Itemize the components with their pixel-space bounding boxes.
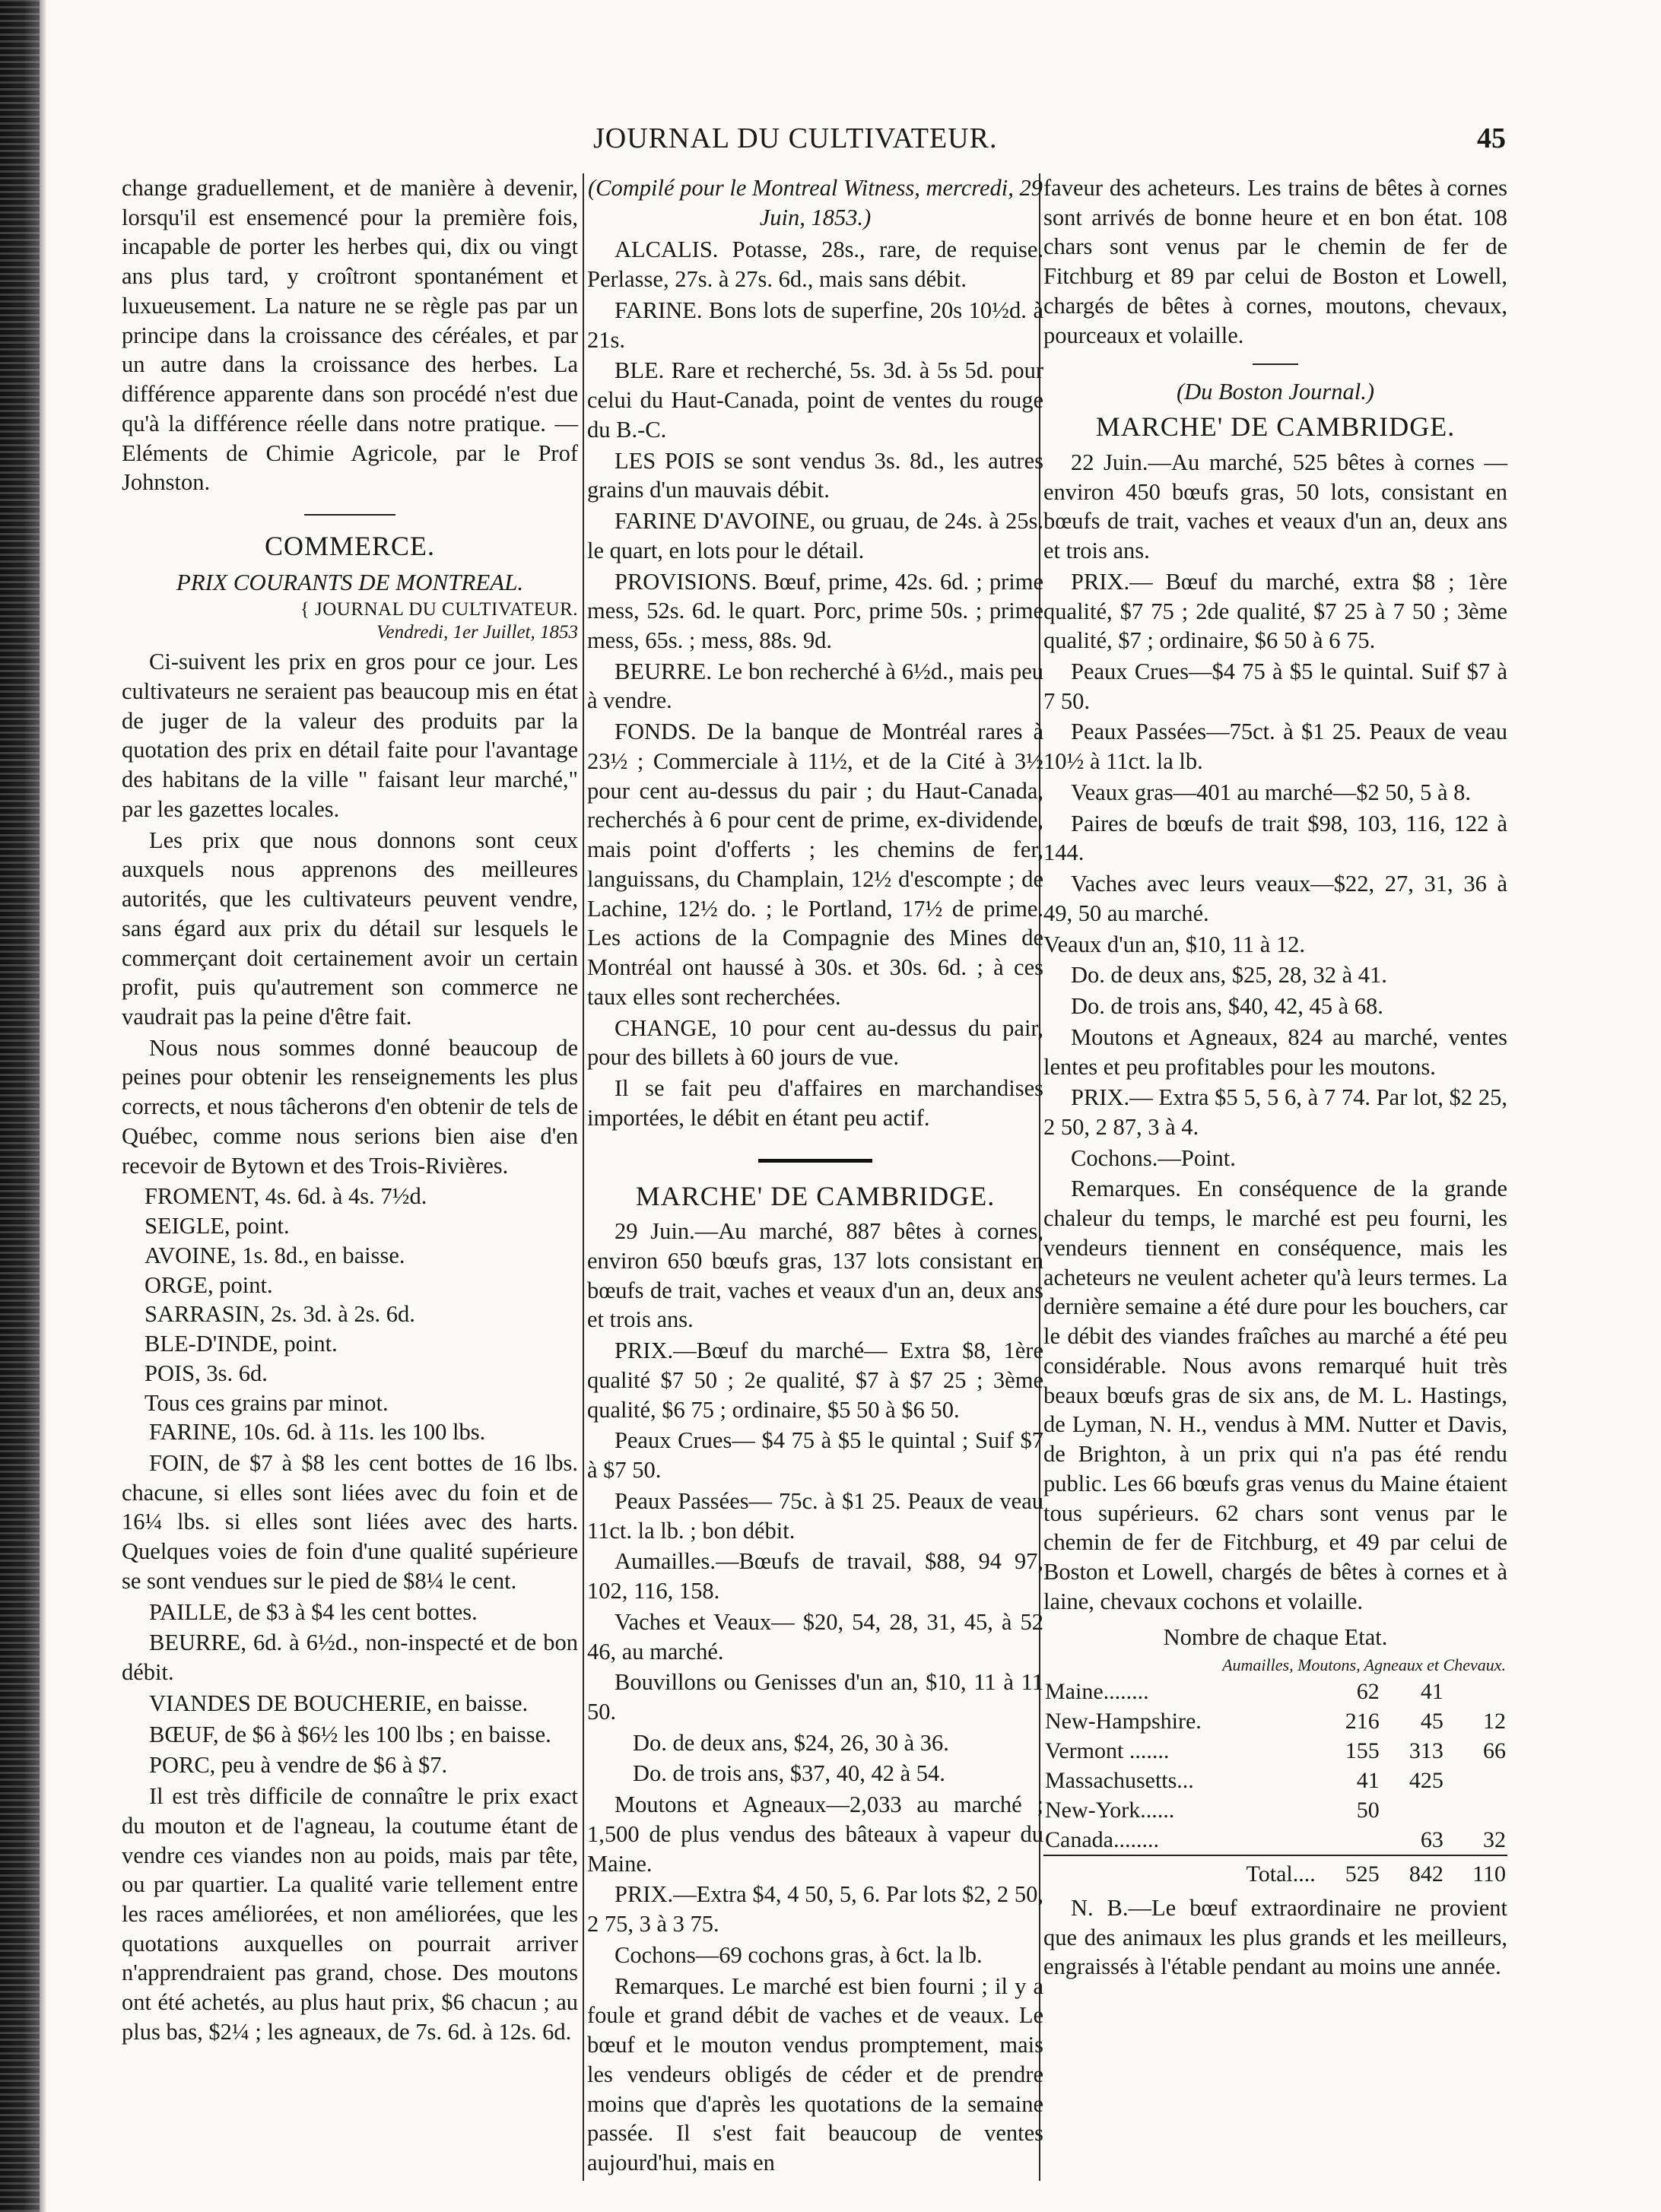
market-paragraph: Veaux d'un an, $10, 11 à 12. bbox=[1043, 931, 1306, 957]
running-title: JOURNAL DU CULTIVATEUR. bbox=[593, 122, 998, 154]
price-item: SARRASIN, 2s. 3d. à 2s. 6d. bbox=[145, 1301, 415, 1328]
states-table bbox=[1043, 1655, 1507, 1889]
section-divider bbox=[1253, 363, 1298, 365]
table-total-row: Total.... 525 842 110 bbox=[1043, 1855, 1507, 1889]
paragraph: Les prix que nous donnons sont ceux auxquels nous apprenons des meilleures autorités, que les cultivateurs peuvent vendre, sans égard aux prix du détail sur lesquels le commerçant doit certainement avoir un certain profit, puis qu'autrement son commerce ne vaudrait pas la peine d'être fait. bbox=[122, 827, 578, 1030]
price-paragraph: PORC, peu à vendre de $6 à $7. bbox=[149, 1752, 448, 1779]
source-credit: (Compilé pour le Montreal Witness, mercredi, 29 Juin, 1853.) bbox=[587, 175, 1043, 230]
table-title: Nombre de chaque Etat. bbox=[1163, 1623, 1388, 1650]
market-paragraph: Cochons.—Point. bbox=[1071, 1144, 1236, 1171]
intro-paragraph: change graduellement, et de manière à devenir, lorsqu'il est ensemencé pour la première fois, incapable de porter les herbes qui, dix ou vingt ans plus tard, y croîtront spontanément et luxueusement. La nature ne se règle pas par un principe dans la croissance des céréales, et par un autre dans la croissance des herbes. La différence apparente dans son procédé n'est due qu'à la différence réelle dans notre pratique. — Eléments de Chimie Agricole, par le Prof Johnston. bbox=[122, 175, 578, 496]
column-1 bbox=[122, 173, 578, 2049]
market-paragraph: Il se fait peu d'affaires en marchandises importées, le débit en étant peu actif. bbox=[587, 1075, 1043, 1131]
market-paragraph: Bouvillons ou Genisses d'un an, $10, 11 à 11 50. bbox=[587, 1669, 1043, 1725]
market-paragraph: BLE. Rare et recherché, 5s. 3d. à 5s 5d. pour celui du Haut-Canada, point de ventes du rouge du B.-C. bbox=[587, 357, 1043, 443]
market-paragraph: Vaches avec leurs veaux—$22, 27, 31, 36 à 49, 50 au marché. bbox=[1043, 871, 1507, 926]
price-item: FROMENT, 4s. 6d. à 4s. 7½d. bbox=[145, 1183, 427, 1210]
section-divider bbox=[304, 514, 395, 516]
table-row: New-Hampshire. 216 45 12 bbox=[1045, 1708, 1506, 1734]
table-header: Aumailles, Moutons, Agneaux et Chevaux. bbox=[1222, 1655, 1506, 1675]
market-paragraph: 29 Juin.—Au marché, 887 bêtes à cornes, environ 650 bœufs gras, 137 lots consistant en bœufs de trait, vaches et veaux d'un an, deux ans et trois ans. bbox=[587, 1218, 1043, 1333]
source-credit: (Du Boston Journal.) bbox=[1176, 379, 1375, 405]
market-paragraph: Aumailles.—Bœufs de travail, $88, 94 97, 102, 116, 158. bbox=[587, 1548, 1043, 1604]
continued-paragraph: faveur des acheteurs. Les trains de bêtes à cornes sont arrivés de bonne heure et en bon état. 108 chars sont venus par le chemin de fer de Fitchburg et 89 par celui de Boston et Lowell, chargés de bêtes à cornes, moutons, chevaux, pourceaux et volaille. bbox=[1043, 175, 1507, 348]
market-paragraph: LES POIS se sont vendus 3s. 8d., les autres grains d'un mauvais débit. bbox=[587, 447, 1043, 503]
price-item: AVOINE, 1s. 8d., en baisse. bbox=[145, 1242, 405, 1268]
cambridge-market-heading: MARCHE' DE CAMBRIDGE. bbox=[635, 1180, 996, 1211]
market-paragraph: BEURRE. Le bon recherché à 6½d., mais peu à vendre. bbox=[587, 658, 1043, 714]
market-paragraph: Do. de deux ans, $25, 28, 32 à 41. bbox=[1071, 962, 1387, 989]
price-paragraph: FOIN, de $7 à $8 les cent bottes de 16 lbs. chacune, si elles sont liées avec du foin et de 16¼ lbs. si elles sont liées avec des harts. Quelques voies de foin d'une qualité supérieure se sont vendues sur le pied de $8¼ le cent. bbox=[122, 1449, 578, 1594]
market-paragraph: Do. de trois ans, $40, 42, 45 à 68. bbox=[1071, 993, 1383, 1020]
price-item: POIS, 3s. 6d. bbox=[145, 1360, 268, 1386]
paragraph: Nous nous sommes donné beaucoup de peines pour obtenir les renseignements les plus corrects, et nous tâcherons d'en obtenir de tels de Québec, comme nous serions bien aise d'en recevoir de Bytown et des Trois-Rivières. bbox=[122, 1034, 578, 1179]
column-3 bbox=[1043, 173, 1507, 1983]
market-paragraph: PRIX.— Extra $5 5, 5 6, à 7 74. Par lot, $2 25, 2 50, 2 87, 3 à 4. bbox=[1043, 1084, 1507, 1141]
market-paragraph: PRIX.— Bœuf du marché, extra $8 ; 1ère qualité, $7 75 ; 2de qualité, $7 25 à 7 50 ; 3ème qualité, $7 ; ordinaire, $6 50 à 6 75. bbox=[1043, 568, 1507, 654]
market-paragraph: Moutons et Agneaux, 824 au marché, ventes lentes et peu profitables pour les moutons. bbox=[1043, 1023, 1507, 1080]
cambridge-market-heading: MARCHE' DE CAMBRIDGE. bbox=[1095, 411, 1456, 443]
table-row: Vermont ....... 155 313 66 bbox=[1045, 1738, 1506, 1763]
gutter-shadow bbox=[40, 0, 47, 2212]
price-item: ORGE, point. bbox=[145, 1271, 273, 1298]
byline-source: { JOURNAL DU CULTIVATEUR. Vendredi, 1er Juillet, 1853 bbox=[300, 599, 578, 643]
market-paragraph: Peaux Crues— $4 75 à $5 le quintal ; Suif $7 à $7 50. bbox=[587, 1427, 1043, 1484]
market-paragraph: FONDS. De la banque de Montréal rares à 23½ ; Commerciale à 11½, et de la Cité à 3½ pour cent au-dessus du pair ; du Haut-Canada, recherchés à 6 pour cent de prime, ex-dividende, mais point d'offerts ; les chemins de fer, languissans, du Champlain, 12½ d'escompte ; de Lachine, 12½ do. ; le Portland, 17½ de prime. Les actions de la Compagnie des Mines de Montréal ont haussé à 30s. et 30s. 6d. ; à ces taux elles sont recherchées. bbox=[587, 719, 1043, 1010]
market-paragraph: Peaux Crues—$4 75 à $5 le quintal. Suif $7 à 7 50. bbox=[1043, 659, 1507, 714]
market-paragraph: Veaux gras—401 au marché—$2 50, 5 à 8. bbox=[1071, 779, 1471, 805]
price-paragraph: BŒUF, de $6 à $6½ les 100 lbs ; en baisse. bbox=[149, 1721, 551, 1747]
market-paragraph: CHANGE, 10 pour cent au-dessus du pair, pour des billets à 60 jours de vue. bbox=[587, 1014, 1043, 1071]
market-paragraph: PROVISIONS. Bœuf, prime, 42s. 6d. ; prime mess, 52s. 6d. le quart. Porc, prime 50s. ; prime mess, 65s. ; mess, 88s. 9d. bbox=[587, 568, 1043, 654]
market-paragraph: Do. de deux ans, $24, 26, 30 à 36. bbox=[633, 1729, 949, 1756]
market-paragraph: PRIX.—Bœuf du marché— Extra $8, 1ère qualité $7 50 ; 2e qualité, $7 à $7 25 ; 3ème qualité, $6 75 ; ordinaire, $5 50 à $6 50. bbox=[587, 1338, 1043, 1423]
price-paragraph: BEURRE, 6d. à 6½d., non-inspecté et de bon débit. bbox=[122, 1630, 578, 1686]
price-item: Tous ces grains par minot. bbox=[145, 1389, 389, 1416]
price-item: BLE-D'INDE, point. bbox=[145, 1331, 338, 1357]
column-divider-1 bbox=[583, 173, 584, 2181]
market-paragraph: Cochons—69 cochons gras, à 6ct. la lb. bbox=[615, 1941, 983, 1968]
nota-bene-paragraph: N. B.—Le bœuf extraordinaire ne provient que des animaux les plus grands et les meilleurs, engraissés à l'étable pendant au moins une année. bbox=[1043, 1894, 1507, 1980]
page-header bbox=[122, 122, 1506, 167]
table-row: New-York...... 50 bbox=[1045, 1797, 1380, 1823]
market-paragraph: FARINE. Bons lots de superfine, 20s 10½d. à 21s. bbox=[587, 297, 1043, 353]
market-paragraph: PRIX.—Extra $4, 4 50, 5, 6. Par lots $2, 2 50, 2 75, 3 à 3 75. bbox=[587, 1881, 1043, 1937]
price-paragraph: PAILLE, de $3 à $4 les cent bottes. bbox=[149, 1598, 478, 1625]
market-paragraph: Paires de bœufs de trait $98, 103, 116, 122 à 144. bbox=[1043, 810, 1507, 866]
paragraph: Il est très difficile de connaître le prix exact du mouton et de l'agneau, la coutume étant de vendre ces viandes non au poids, mais par tête, ou par quartier. La qualité varie tellement entre les races améliorées, et non améliorées, que les quotations auxquelles on pourrait arriver n'apprendraient pas grand, chose. Des moutons ont été achetés, au plus haut prix, $6 chacun ; au plus bas, $2¼ ; les agneaux, de 7s. 6d. à 12s. 6d. bbox=[122, 1783, 578, 2045]
price-item: SEIGLE, point. bbox=[145, 1213, 290, 1239]
market-paragraph: Moutons et Agneaux—2,033 au marché ; 1,500 de plus vendus des bâteaux à vapeur du Maine. bbox=[587, 1791, 1043, 1877]
price-paragraph: VIANDES DE BOUCHERIE, en baisse. bbox=[149, 1690, 529, 1716]
price-paragraph: FARINE, 10s. 6d. à 11s. les 100 lbs. bbox=[149, 1419, 486, 1446]
market-paragraph: Vaches et Veaux— $20, 54, 28, 31, 45, à 52 46, au marché. bbox=[587, 1608, 1043, 1665]
market-paragraph: Peaux Passées— 75c. à $1 25. Peaux de veau 11ct. la lb. ; bon débit. bbox=[587, 1487, 1043, 1544]
book-spine-shadow bbox=[0, 0, 40, 2212]
market-paragraph: ALCALIS. Potasse, 28s., rare, de requise. Perlasse, 27s. à 27s. 6d., mais sans débit. bbox=[587, 236, 1043, 293]
market-paragraph: Remarques. En conséquence de la grande chaleur du temps, le marché est peu fourni, les vendeurs tiennent en conséquence, mais les acheteurs ne veulent acheter qu'à leurs termes. La dernière semaine a été dure pour les bouchers, car le débit des viandes fraîches au marché a été peu considérable. Nous avons remarqué huit très beaux bœufs gras de six ans, de M. L. Hastings, de Lyman, N. H., vendus à MM. Nutter et Davis, de Brighton, à un prix qui n'a pas été rendu public. Les 66 bœufs gras venus du Maine étaient tous supérieurs. 62 chars sont venus par le chemin de fer de Fitchburg, et 49 par celui de Boston et Lowell, chargés de bêtes à cornes et à laine, chevaux cochons et volaille. bbox=[1043, 1176, 1507, 1614]
table-row: Canada........ 63 32 bbox=[1045, 1826, 1506, 1852]
market-paragraph: FARINE D'AVOINE, ou gruau, de 24s. à 25s. le quart, en lots pour le détail. bbox=[587, 508, 1043, 563]
market-paragraph: Remarques. Le marché est bien fourni ; il y a foule et grand débit de vaches et de veaux. Le bœuf et le mouton vendus promptement, mais les vendeurs obligés de céder et de prendre moins que d'après les quotations de la semaine passée. Il s'est fait beaucoup de ventes aujourd'hui, mais en bbox=[587, 1972, 1043, 2176]
section-divider bbox=[758, 1159, 872, 1163]
table-row: Massachusetts... 41 425 bbox=[1045, 1767, 1443, 1793]
column-2 bbox=[587, 173, 1043, 2179]
market-paragraph: 22 Juin.—Au marché, 525 bêtes à cornes —environ 450 bœufs gras, 50 lots, consistant en bœufs de trait, vaches et veaux d'un an, deux ans et trois ans. bbox=[1043, 449, 1507, 564]
commerce-heading: COMMERCE. bbox=[264, 531, 436, 562]
prices-subheading: PRIX COURANTS DE MONTREAL. bbox=[176, 568, 524, 595]
paragraph: Ci-suivent les prix en gros pour ce jour. Les cultivateurs ne seraient pas beaucoup mis en état de juger de la valeur des produits par la quotation des prix en détail faite pour l'avantage des habitans de la ville " faisant leur marché," par les gazettes locales. bbox=[122, 649, 578, 822]
page-number: 45 bbox=[1477, 122, 1506, 154]
market-paragraph: Peaux Passées—75ct. à $1 25. Peaux de veau 10½ à 11ct. la lb. bbox=[1043, 719, 1507, 775]
table-row: Maine........ 62 41 bbox=[1045, 1678, 1443, 1704]
market-paragraph: Do. de trois ans, $37, 40, 42 à 54. bbox=[633, 1760, 945, 1787]
